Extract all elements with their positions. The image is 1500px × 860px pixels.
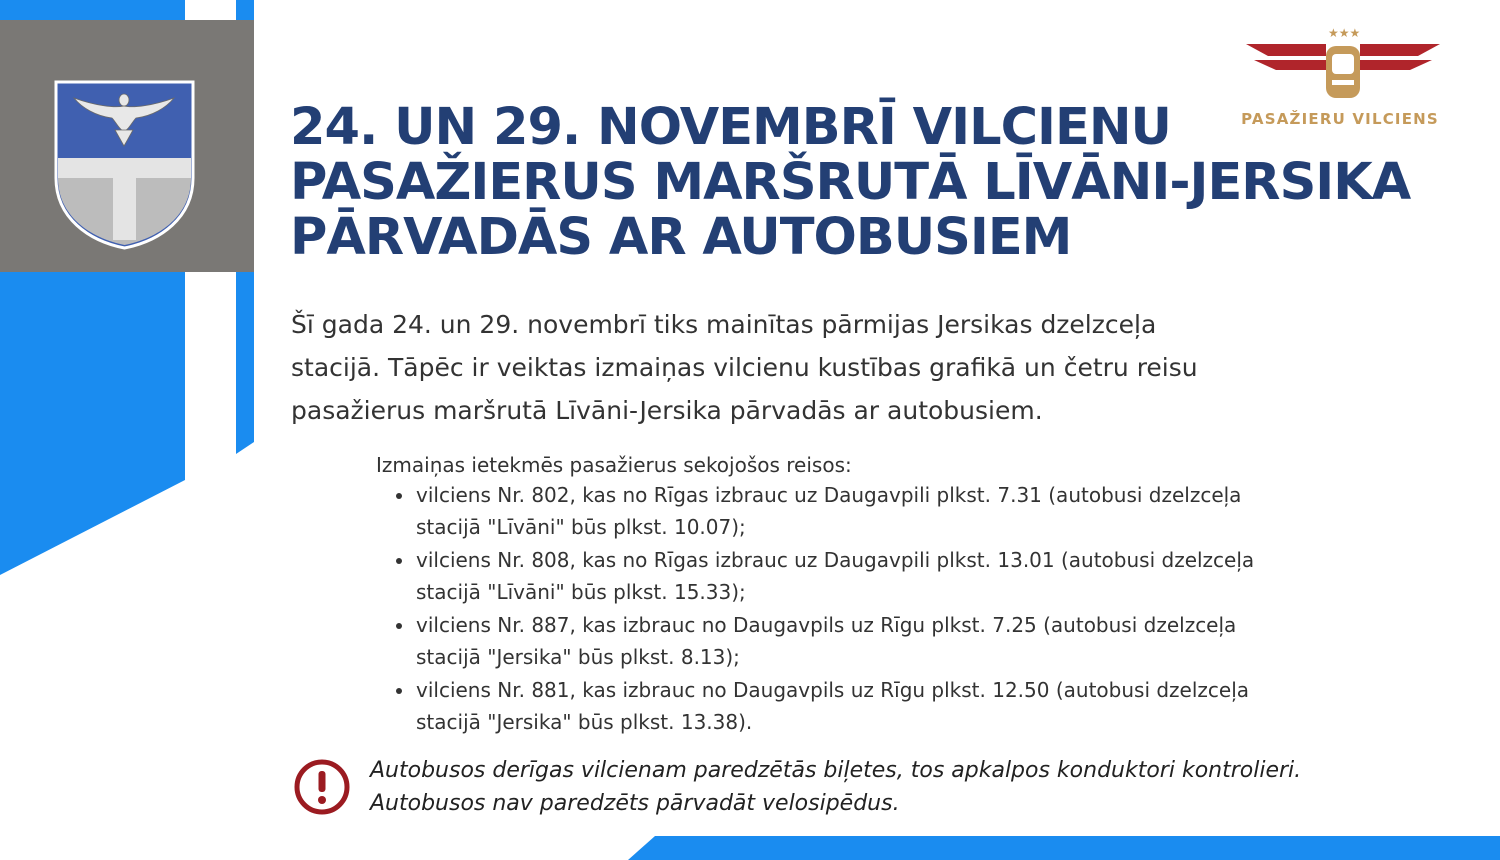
bottom-blue-band [628,836,1500,860]
list-item-line: stacijā "Līvāni" būs plkst. 15.33); [416,579,746,604]
notice-line: Autobusos derīgas vilcienam paredzētās biļetes, tos apkalpos konduktori kontrolieri. [370,758,1302,783]
notice-text [370,754,1301,820]
list-item [416,480,1254,543]
list-item-line: vilciens Nr. 887, kas izbrauc no Daugavpils uz Rīgu plkst. 7.25 (autobusi dzelzceļa [416,613,1237,637]
affected-trains-list [416,480,1254,740]
winged-train-icon [1240,22,1450,108]
list-item-line: stacijā "Jersika" būs plkst. 13.38). [416,709,753,734]
list-item-line: stacijā "Līvāni" būs plkst. 10.07); [416,514,746,539]
affected-trips-heading: Izmaiņas ietekmēs pasažierus sekojošos reisos: [376,453,852,477]
list-item [416,610,1254,673]
svg-text:★★★: ★★★ [1328,26,1361,40]
list-item-line: vilciens Nr. 808, kas no Rīgas izbrauc uz Daugavpili plkst. 13.01 (autobusi dzelzceļa [416,548,1255,572]
title-line: PASAŽIERUS MARŠRUTĀ LĪVĀNI-JERSIKA [290,153,1411,212]
intro-line: pasažierus maršrutā Līvāni-Jersika pārvadās ar autobusiem. [291,396,1043,425]
coat-of-arms-icon [52,78,197,250]
title-line: 24. UN 29. NOVEMBRĪ VILCIENU [290,98,1171,157]
intro-paragraph [291,303,1471,432]
title-line: PĀRVADĀS AR AUTOBUSIEM [290,208,1072,267]
logo-wordmark: PASAŽIERU VILCIENS [1241,110,1439,128]
list-item [416,545,1254,608]
intro-line: stacijā. Tāpēc ir veiktas izmaiņas vilcienu kustības grafikā un četru reisu [291,353,1198,382]
page-title [290,100,1480,265]
notice-line: Autobusos nav paredzēts pārvadāt velosipēdus. [370,791,900,816]
coat-of-arms-panel [0,20,254,272]
intro-line: Šī gada 24. un 29. novembrī tiks mainītas pārmijas Jersikas dzelzceļa [291,310,1157,339]
exclamation-circle-icon [293,758,351,816]
list-item [416,675,1254,738]
list-item-line: vilciens Nr. 802, kas no Rīgas izbrauc uz Daugavpili plkst. 7.31 (autobusi dzelzceļa [416,483,1242,507]
list-item-line: vilciens Nr. 881, kas izbrauc no Daugavpils uz Rīgu plkst. 12.50 (autobusi dzelzceļa [416,678,1250,702]
list-item-line: stacijā "Jersika" būs plkst. 8.13); [416,644,740,669]
